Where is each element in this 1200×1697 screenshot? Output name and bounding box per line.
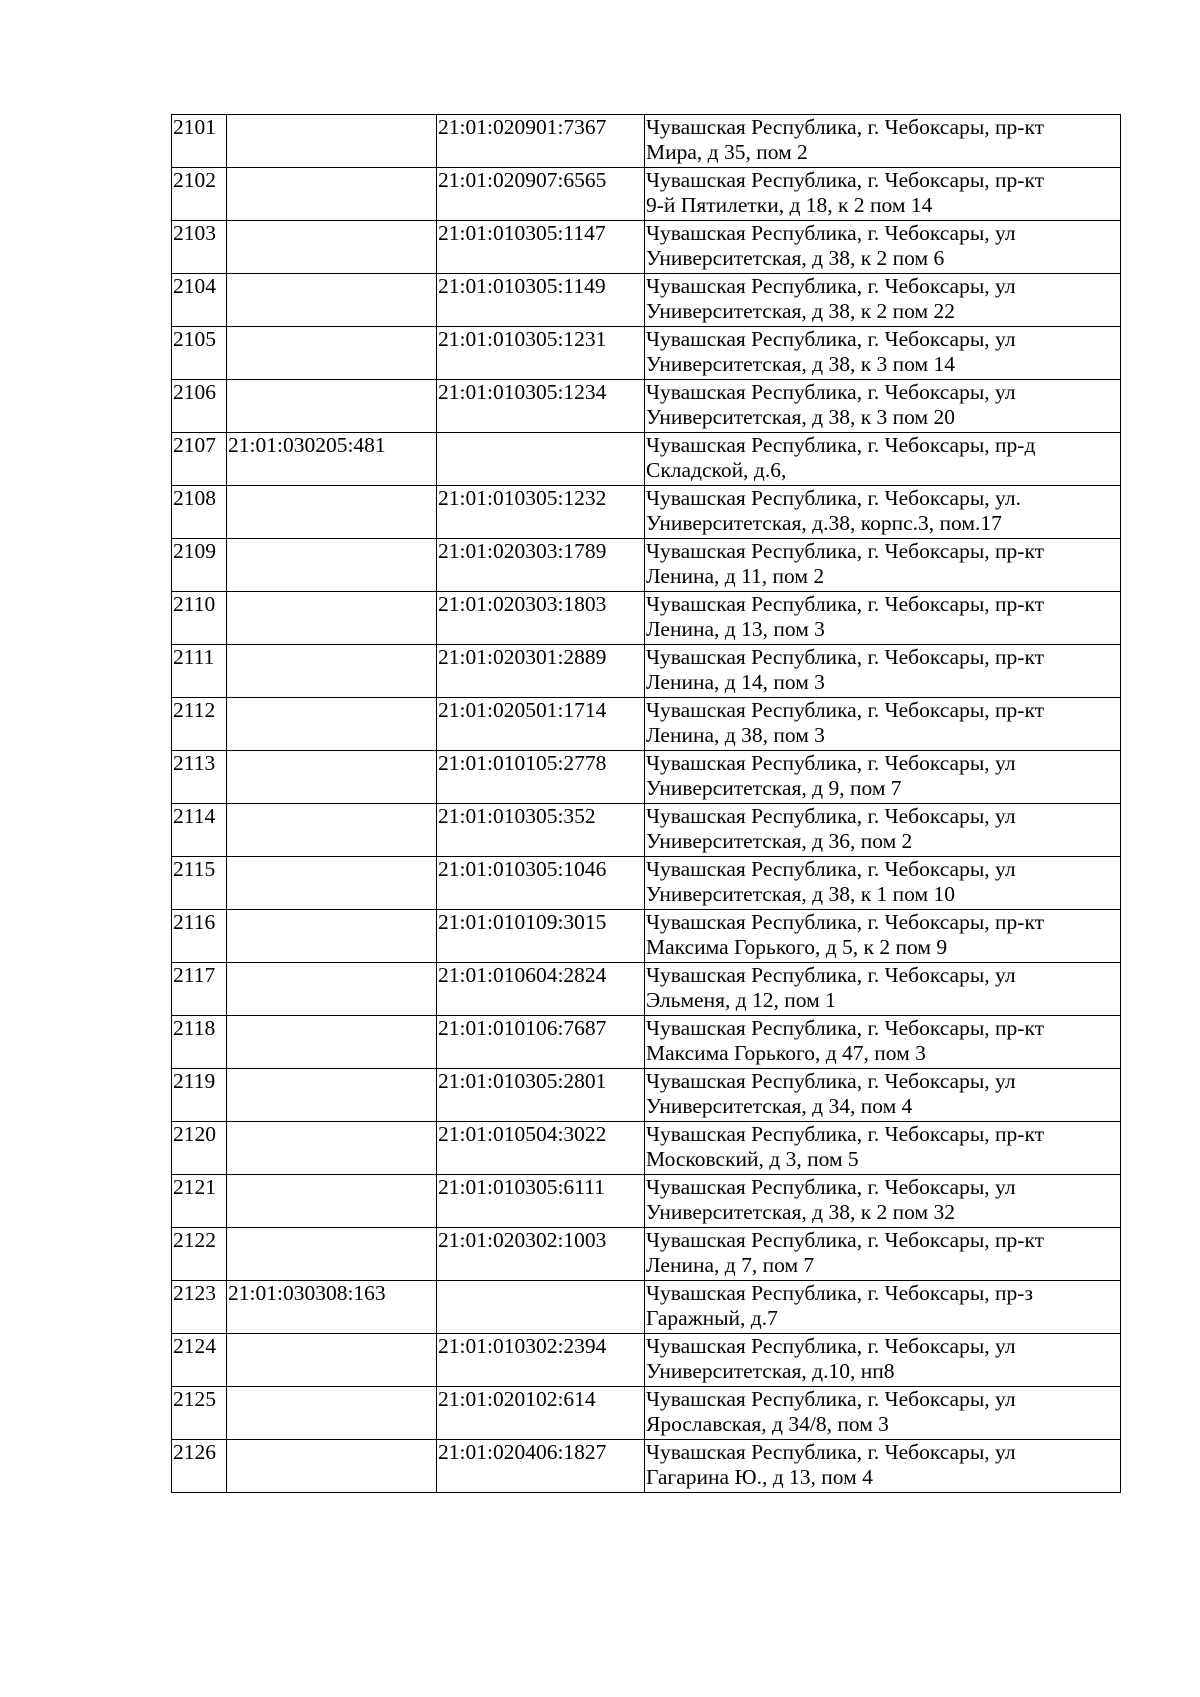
- cadastral-number-2: 21:01:010106:7687: [438, 1016, 607, 1040]
- cadastral-number-1: 21:01:030205:481: [228, 433, 386, 457]
- cadastral-number-cell-2: [437, 274, 645, 327]
- table-row: [172, 857, 1121, 910]
- table-row: [172, 274, 1121, 327]
- address-line-2: Университетская, д.10, нп8: [646, 1359, 895, 1383]
- address-line-2: Университетская, д 36, пом 2: [646, 829, 913, 853]
- address-cell: [645, 221, 1121, 274]
- row-number: 2112: [173, 698, 216, 722]
- cadastral-number-cell-2: [437, 1281, 645, 1334]
- row-number-cell: [172, 1387, 227, 1440]
- address-cell: [645, 1069, 1121, 1122]
- cadastral-number-cell-1: [227, 1122, 437, 1175]
- cadastral-number-cell-2: [437, 327, 645, 380]
- cadastral-number-2: 21:01:010305:6111: [438, 1175, 605, 1199]
- row-number: 2108: [173, 486, 216, 510]
- cadastral-number-cell-2: [437, 751, 645, 804]
- row-number: 2124: [173, 1334, 216, 1358]
- address-cell: [645, 486, 1121, 539]
- cadastral-number-2: 21:01:020303:1803: [438, 592, 607, 616]
- row-number-cell: [172, 857, 227, 910]
- cadastral-number-cell-2: [437, 963, 645, 1016]
- cadastral-number-2: 21:01:020102:614: [438, 1387, 596, 1411]
- table-row: [172, 486, 1121, 539]
- row-number-cell: [172, 910, 227, 963]
- row-number-cell: [172, 963, 227, 1016]
- cadastral-number-cell-1: [227, 698, 437, 751]
- cadastral-number-cell-1: [227, 1016, 437, 1069]
- table-body: [172, 115, 1121, 1493]
- address-cell: [645, 539, 1121, 592]
- cadastral-number-cell-2: [437, 698, 645, 751]
- table-row: [172, 751, 1121, 804]
- address-line-1: Чувашская Республика, г. Чебоксары, пр-кт: [646, 168, 1045, 192]
- row-number: 2117: [173, 963, 216, 987]
- address-line-2: Университетская, д 9, пом 7: [646, 776, 902, 800]
- address-cell: [645, 804, 1121, 857]
- table-row: [172, 1228, 1121, 1281]
- cadastral-number-cell-2: [437, 592, 645, 645]
- address-cell: [645, 857, 1121, 910]
- address-line-1: Чувашская Республика, г. Чебоксары, пр-кт: [646, 1228, 1045, 1252]
- cadastral-number-cell-1: [227, 1440, 437, 1493]
- cadastral-number-cell-1: [227, 910, 437, 963]
- cadastral-number-2: 21:01:020301:2889: [438, 645, 607, 669]
- cadastral-number-2: 21:01:020302:1003: [438, 1228, 607, 1252]
- row-number: 2103: [173, 221, 216, 245]
- address-line-1: Чувашская Республика, г. Чебоксары, ул: [646, 1334, 1016, 1358]
- cadastral-number-cell-1: [227, 274, 437, 327]
- cadastral-number-cell-2: [437, 486, 645, 539]
- row-number: 2114: [173, 804, 216, 828]
- cadastral-number-cell-2: [437, 1069, 645, 1122]
- address-line-1: Чувашская Республика, г. Чебоксары, пр-кт: [646, 115, 1045, 139]
- cadastral-number-cell-2: [437, 115, 645, 168]
- table-row: [172, 168, 1121, 221]
- cadastral-number-2: 21:01:010305:2801: [438, 1069, 607, 1093]
- address-line-1: Чувашская Республика, г. Чебоксары, пр-д: [646, 433, 1036, 457]
- address-line-1: Чувашская Республика, г. Чебоксары, ул: [646, 380, 1016, 404]
- address-cell: [645, 1175, 1121, 1228]
- address-line-2: Эльменя, д 12, пом 1: [646, 988, 836, 1012]
- address-line-1: Чувашская Республика, г. Чебоксары, ул: [646, 1387, 1016, 1411]
- row-number-cell: [172, 1016, 227, 1069]
- row-number: 2120: [173, 1122, 216, 1146]
- address-line-1: Чувашская Республика, г. Чебоксары, ул: [646, 1175, 1016, 1199]
- table-row: [172, 592, 1121, 645]
- address-line-2: Гаражный, д.7: [646, 1306, 778, 1330]
- cadastral-number-2: 21:01:010504:3022: [438, 1122, 607, 1146]
- address-line-2: Московский, д 3, пом 5: [646, 1147, 859, 1171]
- table-row: [172, 115, 1121, 168]
- table-row: [172, 1016, 1121, 1069]
- row-number: 2109: [173, 539, 216, 563]
- row-number-cell: [172, 274, 227, 327]
- table-row: [172, 1069, 1121, 1122]
- row-number: 2110: [173, 592, 216, 616]
- address-cell: [645, 1387, 1121, 1440]
- row-number-cell: [172, 433, 227, 486]
- address-cell: [645, 1122, 1121, 1175]
- table-row: [172, 910, 1121, 963]
- address-line-1: Чувашская Республика, г. Чебоксары, ул.: [646, 486, 1021, 510]
- address-line-2: Ленина, д 11, пом 2: [646, 564, 825, 588]
- cadastral-number-2: 21:01:010305:1046: [438, 857, 607, 881]
- row-number-cell: [172, 592, 227, 645]
- address-line-2: Максима Горького, д 5, к 2 пом 9: [646, 935, 948, 959]
- row-number-cell: [172, 645, 227, 698]
- address-line-1: Чувашская Республика, г. Чебоксары, пр-кт: [646, 698, 1045, 722]
- table-row: [172, 804, 1121, 857]
- cadastral-number-cell-1: [227, 1387, 437, 1440]
- cadastral-number-2: 21:01:010305:1147: [438, 221, 606, 245]
- table-row: [172, 380, 1121, 433]
- row-number-cell: [172, 1334, 227, 1387]
- table-row: [172, 221, 1121, 274]
- cadastral-number-cell-1: [227, 963, 437, 1016]
- cadastral-number-cell-1: [227, 1281, 437, 1334]
- cadastral-number-1: 21:01:030308:163: [228, 1281, 386, 1305]
- address-line-1: Чувашская Республика, г. Чебоксары, пр-кт: [646, 645, 1045, 669]
- address-line-1: Чувашская Республика, г. Чебоксары, пр-кт: [646, 592, 1045, 616]
- cadastral-number-2: 21:01:010305:1231: [438, 327, 607, 351]
- address-cell: [645, 327, 1121, 380]
- cadastral-number-cell-1: [227, 804, 437, 857]
- row-number-cell: [172, 115, 227, 168]
- row-number-cell: [172, 698, 227, 751]
- row-number: 2113: [173, 751, 216, 775]
- address-line-2: Складской, д.6,: [646, 458, 787, 482]
- address-line-2: Университетская, д 38, к 3 пом 14: [646, 352, 955, 376]
- cadastral-number-cell-2: [437, 433, 645, 486]
- address-line-1: Чувашская Республика, г. Чебоксары, пр-кт: [646, 1016, 1045, 1040]
- address-line-1: Чувашская Республика, г. Чебоксары, пр-з: [646, 1281, 1033, 1305]
- address-cell: [645, 698, 1121, 751]
- cadastral-number-cell-1: [227, 539, 437, 592]
- cadastral-number-2: 21:01:010305:352: [438, 804, 596, 828]
- cadastral-number-cell-1: [227, 486, 437, 539]
- cadastral-number-2: 21:01:020907:6565: [438, 168, 607, 192]
- cadastral-number-cell-1: [227, 592, 437, 645]
- address-line-1: Чувашская Республика, г. Чебоксары, ул: [646, 327, 1016, 351]
- address-line-1: Чувашская Республика, г. Чебоксары, пр-кт: [646, 539, 1045, 563]
- cadastral-number-cell-1: [227, 1334, 437, 1387]
- address-line-2: Ярославская, д 34/8, пом 3: [646, 1412, 889, 1436]
- cadastral-number-2: 21:01:010305:1149: [438, 274, 606, 298]
- address-cell: [645, 1016, 1121, 1069]
- row-number: 2121: [173, 1175, 216, 1199]
- address-line-1: Чувашская Республика, г. Чебоксары, пр-кт: [646, 1122, 1045, 1146]
- address-line-1: Чувашская Республика, г. Чебоксары, ул: [646, 963, 1016, 987]
- address-cell: [645, 963, 1121, 1016]
- cadastral-number-2: 21:01:010604:2824: [438, 963, 607, 987]
- row-number: 2107: [173, 433, 216, 457]
- cadastral-number-2: 21:01:020406:1827: [438, 1440, 607, 1464]
- row-number-cell: [172, 1069, 227, 1122]
- cadastral-number-cell-1: [227, 645, 437, 698]
- address-cell: [645, 1228, 1121, 1281]
- address-line-1: Чувашская Республика, г. Чебоксары, ул: [646, 221, 1016, 245]
- row-number-cell: [172, 539, 227, 592]
- row-number-cell: [172, 1228, 227, 1281]
- cadastral-number-cell-2: [437, 221, 645, 274]
- table-row: [172, 963, 1121, 1016]
- address-line-2: Университетская, д 38, к 3 пом 20: [646, 405, 955, 429]
- cadastral-number-cell-1: [227, 1069, 437, 1122]
- address-line-2: 9-й Пятилетки, д 18, к 2 пом 14: [646, 193, 933, 217]
- address-line-2: Ленина, д 38, пом 3: [646, 723, 825, 747]
- cadastral-number-2: 21:01:010305:1232: [438, 486, 607, 510]
- row-number-cell: [172, 486, 227, 539]
- cadastral-number-cell-1: [227, 380, 437, 433]
- address-cell: [645, 274, 1121, 327]
- table-row: [172, 1440, 1121, 1493]
- address-line-2: Университетская, д 38, к 2 пом 32: [646, 1200, 955, 1224]
- table-row: [172, 698, 1121, 751]
- cadastral-number-2: 21:01:020303:1789: [438, 539, 607, 563]
- address-cell: [645, 1334, 1121, 1387]
- table-row: [172, 327, 1121, 380]
- row-number-cell: [172, 168, 227, 221]
- row-number: 2104: [173, 274, 216, 298]
- cadastral-number-cell-2: [437, 1016, 645, 1069]
- address-cell: [645, 645, 1121, 698]
- cadastral-number-cell-2: [437, 380, 645, 433]
- address-cell: [645, 380, 1121, 433]
- address-line-2: Университетская, д 38, к 2 пом 22: [646, 299, 955, 323]
- table-row: [172, 433, 1121, 486]
- cadastral-number-cell-1: [227, 221, 437, 274]
- row-number-cell: [172, 1281, 227, 1334]
- row-number-cell: [172, 804, 227, 857]
- address-line-1: Чувашская Республика, г. Чебоксары, ул: [646, 804, 1016, 828]
- row-number: 2115: [173, 857, 216, 881]
- cadastral-number-cell-1: [227, 857, 437, 910]
- cadastral-number-2: 21:01:020501:1714: [438, 698, 607, 722]
- cadastral-number-2: 21:01:020901:7367: [438, 115, 607, 139]
- property-table: [171, 114, 1121, 1493]
- table-row: [172, 1281, 1121, 1334]
- address-cell: [645, 115, 1121, 168]
- address-line-2: Университетская, д 38, к 2 пом 6: [646, 246, 945, 270]
- row-number: 2102: [173, 168, 216, 192]
- address-line-2: Университетская, д.38, корпс.3, пом.17: [646, 511, 1002, 535]
- table-row: [172, 1122, 1121, 1175]
- address-line-2: Ленина, д 7, пом 7: [646, 1253, 815, 1277]
- address-cell: [645, 592, 1121, 645]
- cadastral-number-cell-2: [437, 1122, 645, 1175]
- table-row: [172, 1334, 1121, 1387]
- address-line-1: Чувашская Республика, г. Чебоксары, ул: [646, 857, 1016, 881]
- cadastral-number-cell-1: [227, 751, 437, 804]
- cadastral-number-cell-2: [437, 857, 645, 910]
- cadastral-number-cell-2: [437, 804, 645, 857]
- row-number: 2123: [173, 1281, 216, 1305]
- cadastral-number-cell-2: [437, 1175, 645, 1228]
- address-line-2: Гагарина Ю., д 13, пом 4: [646, 1465, 873, 1489]
- address-cell: [645, 433, 1121, 486]
- address-line-2: Ленина, д 13, пом 3: [646, 617, 825, 641]
- address-cell: [645, 910, 1121, 963]
- row-number: 2111: [173, 645, 215, 669]
- cadastral-number-cell-2: [437, 1440, 645, 1493]
- address-line-2: Университетская, д 38, к 1 пом 10: [646, 882, 955, 906]
- cadastral-number-cell-2: [437, 1387, 645, 1440]
- cadastral-number-cell-1: [227, 168, 437, 221]
- cadastral-number-cell-1: [227, 115, 437, 168]
- row-number-cell: [172, 1175, 227, 1228]
- row-number: 2118: [173, 1016, 216, 1040]
- cadastral-number-cell-1: [227, 1228, 437, 1281]
- address-cell: [645, 168, 1121, 221]
- address-line-2: Мира, д 35, пом 2: [646, 140, 808, 164]
- address-line-1: Чувашская Республика, г. Чебоксары, ул: [646, 1440, 1016, 1464]
- address-cell: [645, 1440, 1121, 1493]
- address-cell: [645, 1281, 1121, 1334]
- address-line-2: Ленина, д 14, пом 3: [646, 670, 825, 694]
- cadastral-number-2: 21:01:010105:2778: [438, 751, 607, 775]
- cadastral-number-cell-1: [227, 1175, 437, 1228]
- row-number-cell: [172, 327, 227, 380]
- address-line-1: Чувашская Республика, г. Чебоксары, пр-кт: [646, 910, 1045, 934]
- row-number: 2106: [173, 380, 216, 404]
- cadastral-number-cell-2: [437, 910, 645, 963]
- table-row: [172, 645, 1121, 698]
- address-line-1: Чувашская Республика, г. Чебоксары, ул: [646, 1069, 1016, 1093]
- cadastral-number-cell-1: [227, 327, 437, 380]
- row-number: 2119: [173, 1069, 216, 1093]
- row-number-cell: [172, 221, 227, 274]
- address-line-1: Чувашская Республика, г. Чебоксары, ул: [646, 751, 1016, 775]
- cadastral-number-cell-2: [437, 1228, 645, 1281]
- row-number: 2116: [173, 910, 216, 934]
- cadastral-number-cell-2: [437, 645, 645, 698]
- row-number-cell: [172, 1122, 227, 1175]
- table-row: [172, 1175, 1121, 1228]
- cadastral-number-2: 21:01:010302:2394: [438, 1334, 607, 1358]
- cadastral-number-cell-2: [437, 1334, 645, 1387]
- row-number-cell: [172, 751, 227, 804]
- cadastral-number-cell-1: [227, 433, 437, 486]
- table-row: [172, 1387, 1121, 1440]
- row-number: 2105: [173, 327, 216, 351]
- cadastral-number-cell-2: [437, 539, 645, 592]
- row-number: 2101: [173, 115, 216, 139]
- row-number: 2122: [173, 1228, 216, 1252]
- table-row: [172, 539, 1121, 592]
- row-number-cell: [172, 1440, 227, 1493]
- address-line-2: Максима Горького, д 47, пом 3: [646, 1041, 926, 1065]
- address-line-2: Университетская, д 34, пом 4: [646, 1094, 913, 1118]
- cadastral-number-2: 21:01:010109:3015: [438, 910, 607, 934]
- row-number: 2126: [173, 1440, 216, 1464]
- address-cell: [645, 751, 1121, 804]
- address-line-1: Чувашская Республика, г. Чебоксары, ул: [646, 274, 1016, 298]
- cadastral-number-2: 21:01:010305:1234: [438, 380, 607, 404]
- row-number-cell: [172, 380, 227, 433]
- cadastral-number-cell-2: [437, 168, 645, 221]
- row-number: 2125: [173, 1387, 216, 1411]
